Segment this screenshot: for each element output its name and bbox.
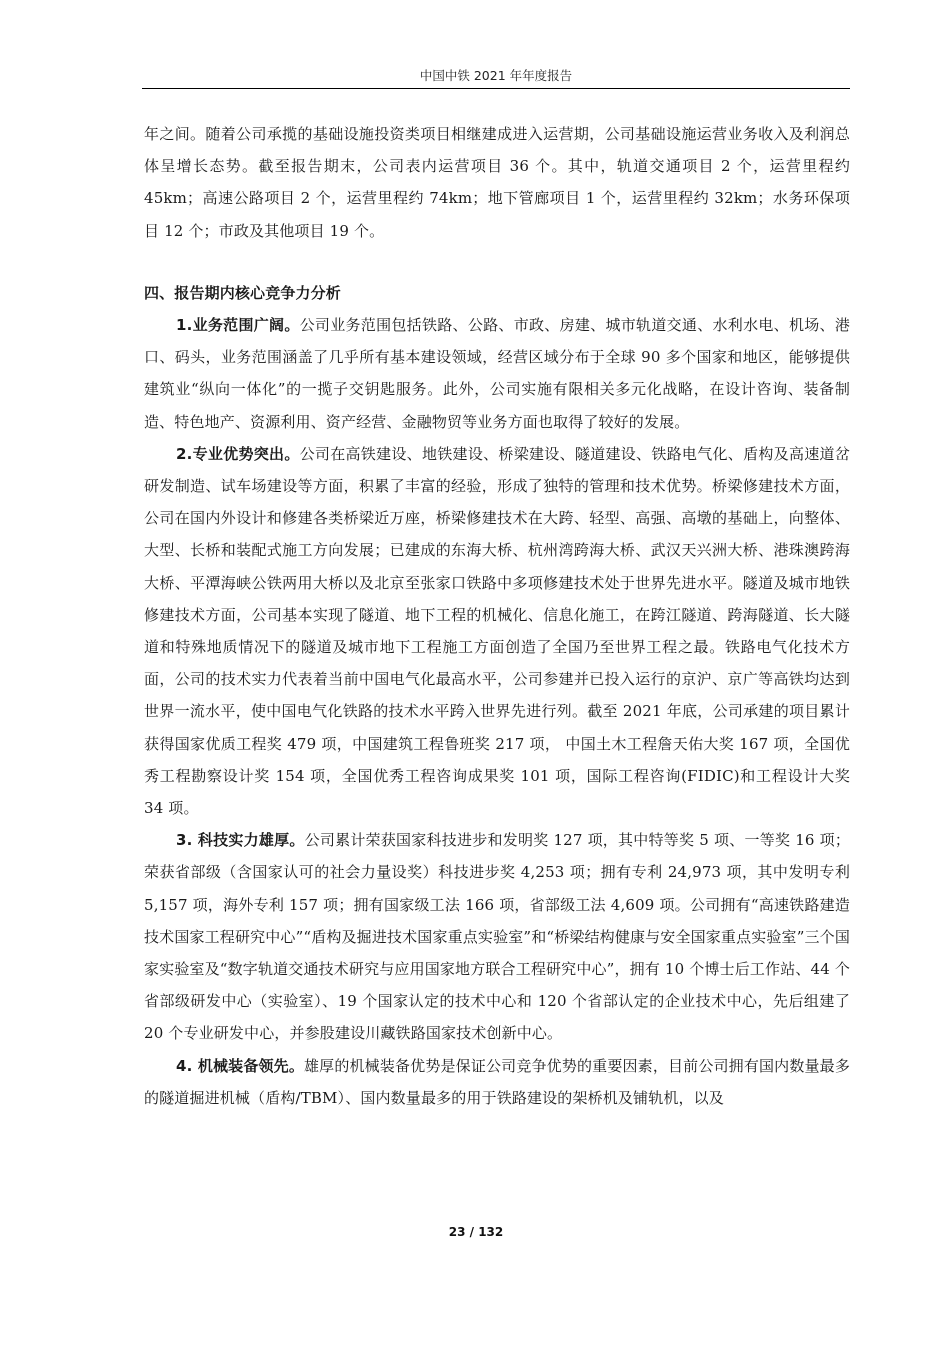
header-divider xyxy=(142,88,850,89)
section-heading: 四、报告期内核心竞争力分析 xyxy=(144,283,341,302)
paragraph-lead: 4. 机械装备领先。 xyxy=(176,1056,304,1075)
paragraph-professional-advantage xyxy=(144,438,850,824)
paragraph-lead: 1.业务范围广阔。 xyxy=(176,316,300,335)
paragraph-lead: 3. 科技实力雄厚。 xyxy=(176,831,305,850)
page-body xyxy=(144,118,850,1114)
paragraph-text: 雄厚的机械装备优势是保证公司竞争优势的重要因素，目前公司拥有国内数量最多的隧道掘进机械（盾构/TBM）、国内数量最多的用于铁路建设的架桥机及铺轨机，以及 xyxy=(144,1056,851,1107)
paragraph-equipment-lead xyxy=(144,1050,850,1114)
paragraph-technology-strength xyxy=(144,824,850,1049)
paragraph-text: 公司业务范围包括铁路、公路、市政、房建、城市轨道交通、水利水电、机场、港口、码头，业务范围涵盖了几乎所有基本建设领域，经营区域分布于全球 90 多个国家和地区，能够提供建筑业“纵向一体化”的一揽子交钥匙服务。此外，公司实施有限相关多元化战略，在设计咨询、装备制造、特色地产、资源利用、资产经营、金融物贸等业务方面也取得了较好的发展。 xyxy=(144,316,850,431)
paragraph-text: 公司累计荣获国家科技进步和发明奖 127 项，其中特等奖 5 项、一等奖 16 项；荣获省部级（含国家认可的社会力量设奖）科技进步奖 4,253 项；拥有专利 24,973 项，其中发明专利 5,157 项，海外专利 157 项；拥有国家级工法 166 项，省部级工法 4,609 项。公司拥有“高速铁路建造技术国家工程研究中心”“盾构及掘进技术国家重点实验室”和“桥梁结构健康与安全国家重点实验室”三个国家实验室及“数字轨道交通技术研究与应用国家地方联合工程研究中心”，拥有 10 个博士后工作站、44 个省部级研发中心（实验室）、19 个国家认定的技术中心和 120 个省部认定的企业技术中心，先后组建了 20 个专业研发中心，并参股建设川藏铁路国家技术创新中心。 xyxy=(144,831,850,1043)
paragraph-lead: 2.专业优势突出。 xyxy=(176,444,300,463)
page-header: 中国中铁 2021 年年度报告 xyxy=(419,68,573,83)
paragraph-business-scope xyxy=(144,309,850,438)
intro-paragraph: 年之间。随着公司承揽的基础设施投资类项目相继建成进入运营期，公司基础设施运营业务收入及利润总体呈增长态势。截至报告期末，公司表内运营项目 36 个。其中，轨道交通项目 2 个，运营里程约 45km；高速公路项目 2 个，运营里程约 74km；地下管廊项目 1 个，运营里程约 32km；水务环保项目 12 个；市政及其他项目 19 个。 xyxy=(144,125,850,240)
page-number: 23 / 132 xyxy=(448,1225,504,1239)
paragraph-text: 公司在高铁建设、地铁建设、桥梁建设、隧道建设、铁路电气化、盾构及高速道岔研发制造、试车场建设等方面，积累了丰富的经验，形成了独特的管理和技术优势。桥梁修建技术方面，公司在国内外设计和修建各类桥梁近万座，桥梁修建技术在大跨、轻型、高强、高墩的基础上，向整体、大型、长桥和装配式施工方向发展；已建成的东海大桥、杭州湾跨海大桥、武汉天兴洲大桥、港珠澳跨海大桥、平潭海峡公铁两用大桥以及北京至张家口铁路中多项修建技术处于世界先进水平。隧道及城市地铁修建技术方面，公司基本实现了隧道、地下工程的机械化、信息化施工，在跨江隧道、跨海隧道、长大隧道和特殊地质情况下的隧道及城市地下工程施工方面创造了全国乃至世界工程之最。铁路电气化技术方面，公司的技术实力代表着当前中国电气化最高水平，公司参建并已投入运行的京沪、京广等高铁均达到世界一流水平，使中国电气化铁路的技术水平跨入世界先进行列。截至 2021 年底，公司承建的项目累计获得国家优质工程奖 479 项，中国建筑工程鲁班奖 217 项， 中国土木工程詹天佑大奖 167 项，全国优秀工程勘察设计奖 154 项，全国优秀工程咨询成果奖 101 项，国际工程咨询(FIDIC)和工程设计大奖 34 项。 xyxy=(144,444,850,818)
